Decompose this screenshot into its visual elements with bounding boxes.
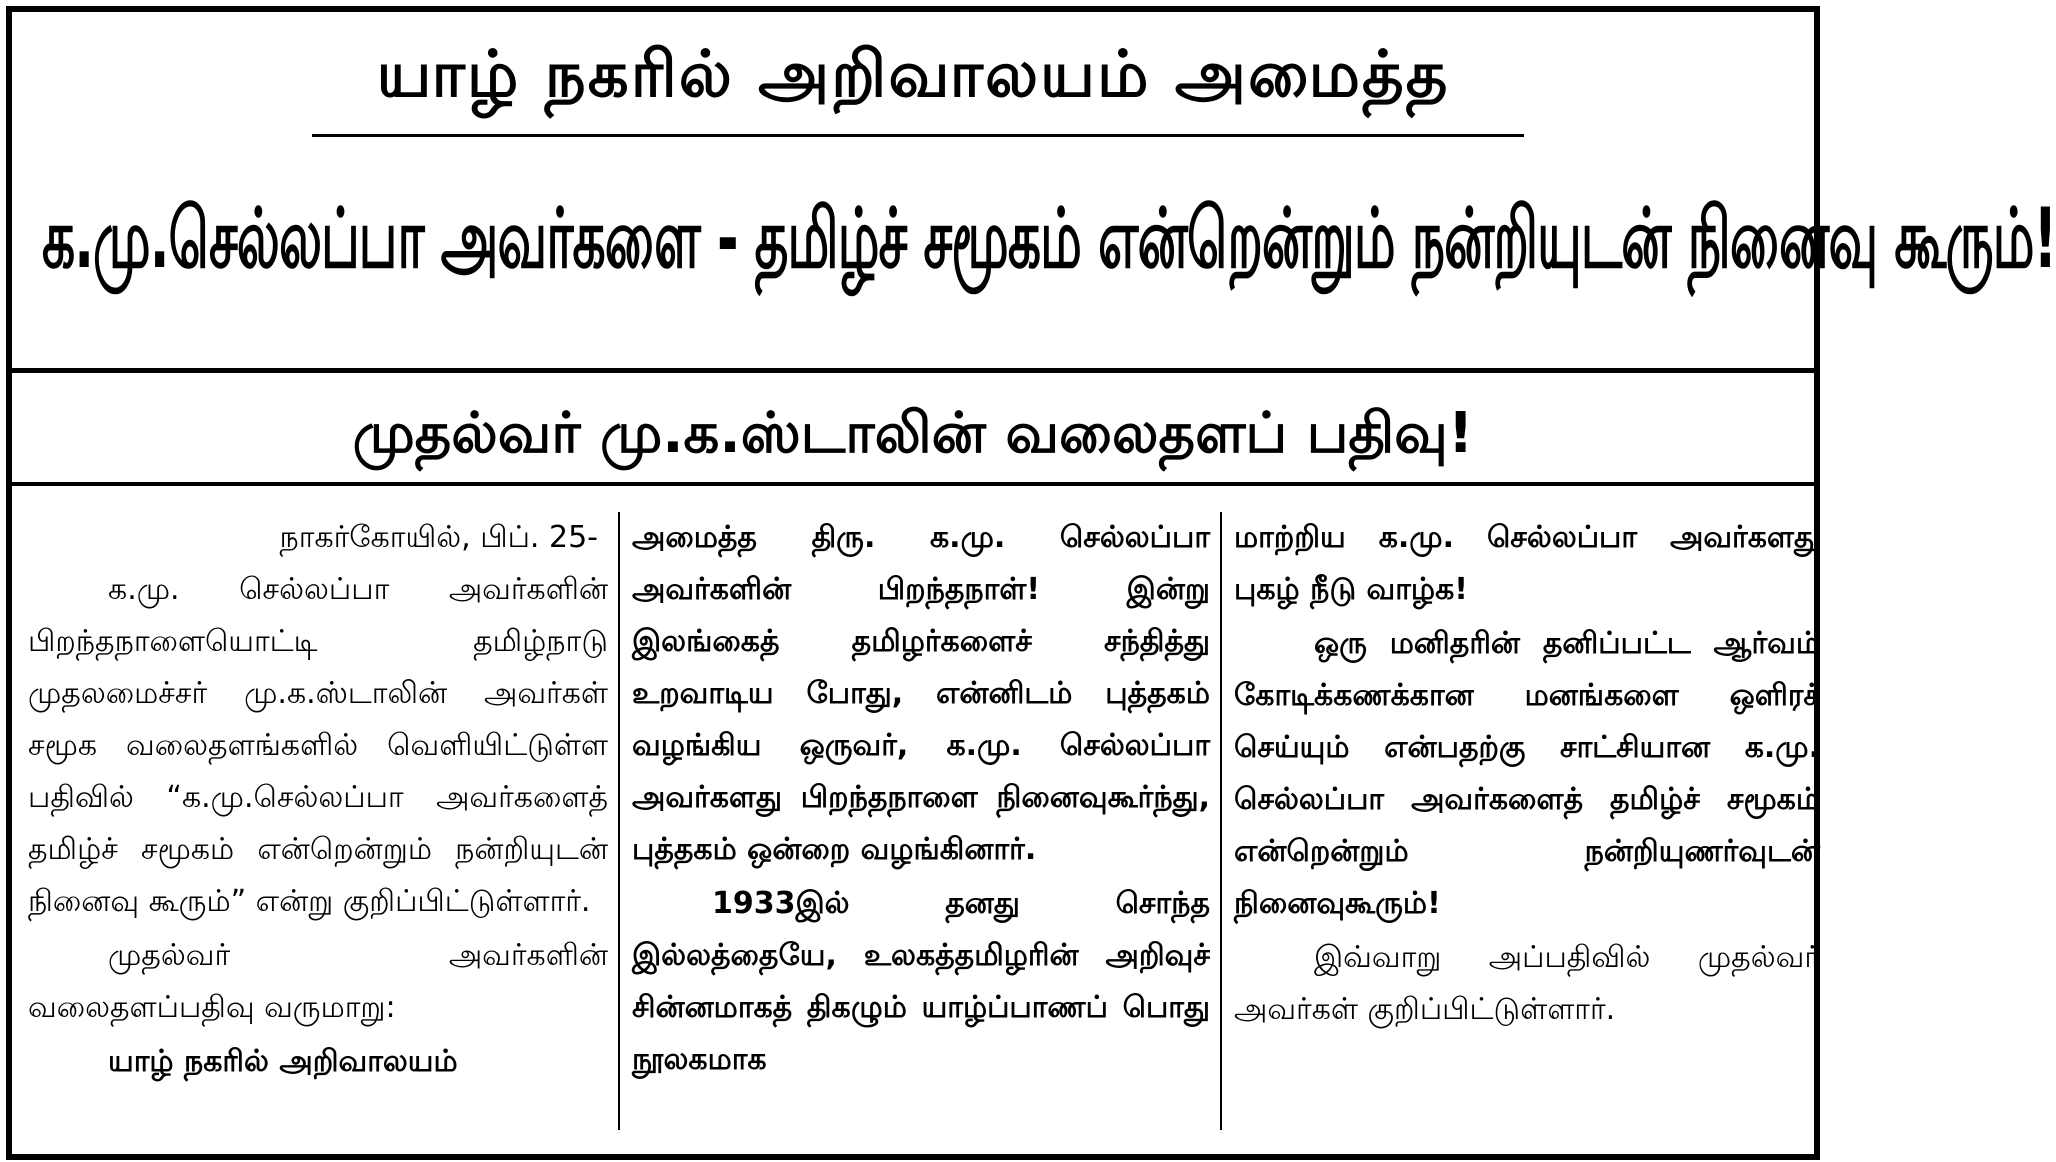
article-paragraph: மாற்றிய க.மு. செல்லப்பா அவர்களது புகழ் நீடு வாழ்க! (1234, 520, 1820, 607)
newspaper-clipping-frame (6, 6, 2056, 1160)
article-paragraph: யாழ் நகரில் அறிவாலயம் (108, 1044, 458, 1079)
main-headline: க.மு.செல்லப்பா அவர்களை - தமிழ்ச் சமூகம் என்றென்றும் நன்றியுடன் நினைவு கூரும்! (42, 192, 2056, 288)
article-paragraph: ஒரு மனிதரின் தனிப்பட்ட ஆர்வம் கோடிக்கணக்கான மனங்களை ஒளிரச் செய்யும் என்பதற்கு சாட்சியான க.மு. செல்லப்பா அவர்களைத் தமிழ்ச் சமூகம் என்றென்றும் நன்றியுணர்வுடன் நினைவுகூரும்! (1234, 626, 1820, 921)
kicker-underline (312, 134, 1524, 137)
subheadline-divider (12, 482, 1814, 486)
sub-headline: முதல்வர் மு.க.ஸ்டாலின் வலைதளப் பதிவு! (352, 401, 1474, 466)
article-paragraph: க.மு. செல்லப்பா அவர்களின் பிறந்தநாளையொட்டி தமிழ்நாடு முதலமைச்சர் மு.க.ஸ்டாலின் அவர்கள் சமூக வலைதளங்களில் வெளியிட்டுள்ள பதிவில் “க.மு.செல்லப்பா அவர்களைத் தமிழ்ச் சமூகம் என்றென்றும் நன்றியுடன் நினைவு கூரும்” என்று குறிப்பிட்டுள்ளார். (28, 572, 608, 919)
headline-divider (12, 368, 1814, 373)
article-column-1 (28, 512, 608, 1134)
article-paragraph: முதல்வர் அவர்களின் வலைதளப்பதிவு வருமாறு: (28, 938, 608, 1025)
article-paragraph: அமைத்த திரு. க.மு. செல்லப்பா அவர்களின் பிறந்தநாள்! இன்று இலங்கைத் தமிழர்களைச் சந்தித்து உறவாடிய போது, என்னிடம் புத்தகம் வழங்கிய ஒருவர், க.மு. செல்லப்பா அவர்களது பிறந்தநாளை நினைவுகூர்ந்து, புத்தகம் ஒன்றை வழங்கினார். (632, 520, 1210, 867)
column-divider-1 (618, 512, 620, 1130)
column-divider-2 (1220, 512, 1222, 1130)
article-column-3 (1234, 512, 1820, 1134)
article-paragraph: 1933இல் தனது சொந்த இல்லத்தையே, உலகத்தமிழரின் அறிவுச் சின்னமாகத் திகழும் யாழ்ப்பாணப் பொது நூலகமாக (632, 886, 1210, 1077)
headline-kicker: யாழ் நகரில் அறிவாலயம் அமைத்த (376, 38, 1450, 112)
dateline: நாகர்கோயில், பிப். 25- (279, 520, 598, 555)
article-paragraph: இவ்வாறு அப்பதிவில் முதல்வர் அவர்கள் குறிப்பிட்டுள்ளார். (1234, 940, 1820, 1027)
article-column-2 (632, 512, 1210, 1134)
